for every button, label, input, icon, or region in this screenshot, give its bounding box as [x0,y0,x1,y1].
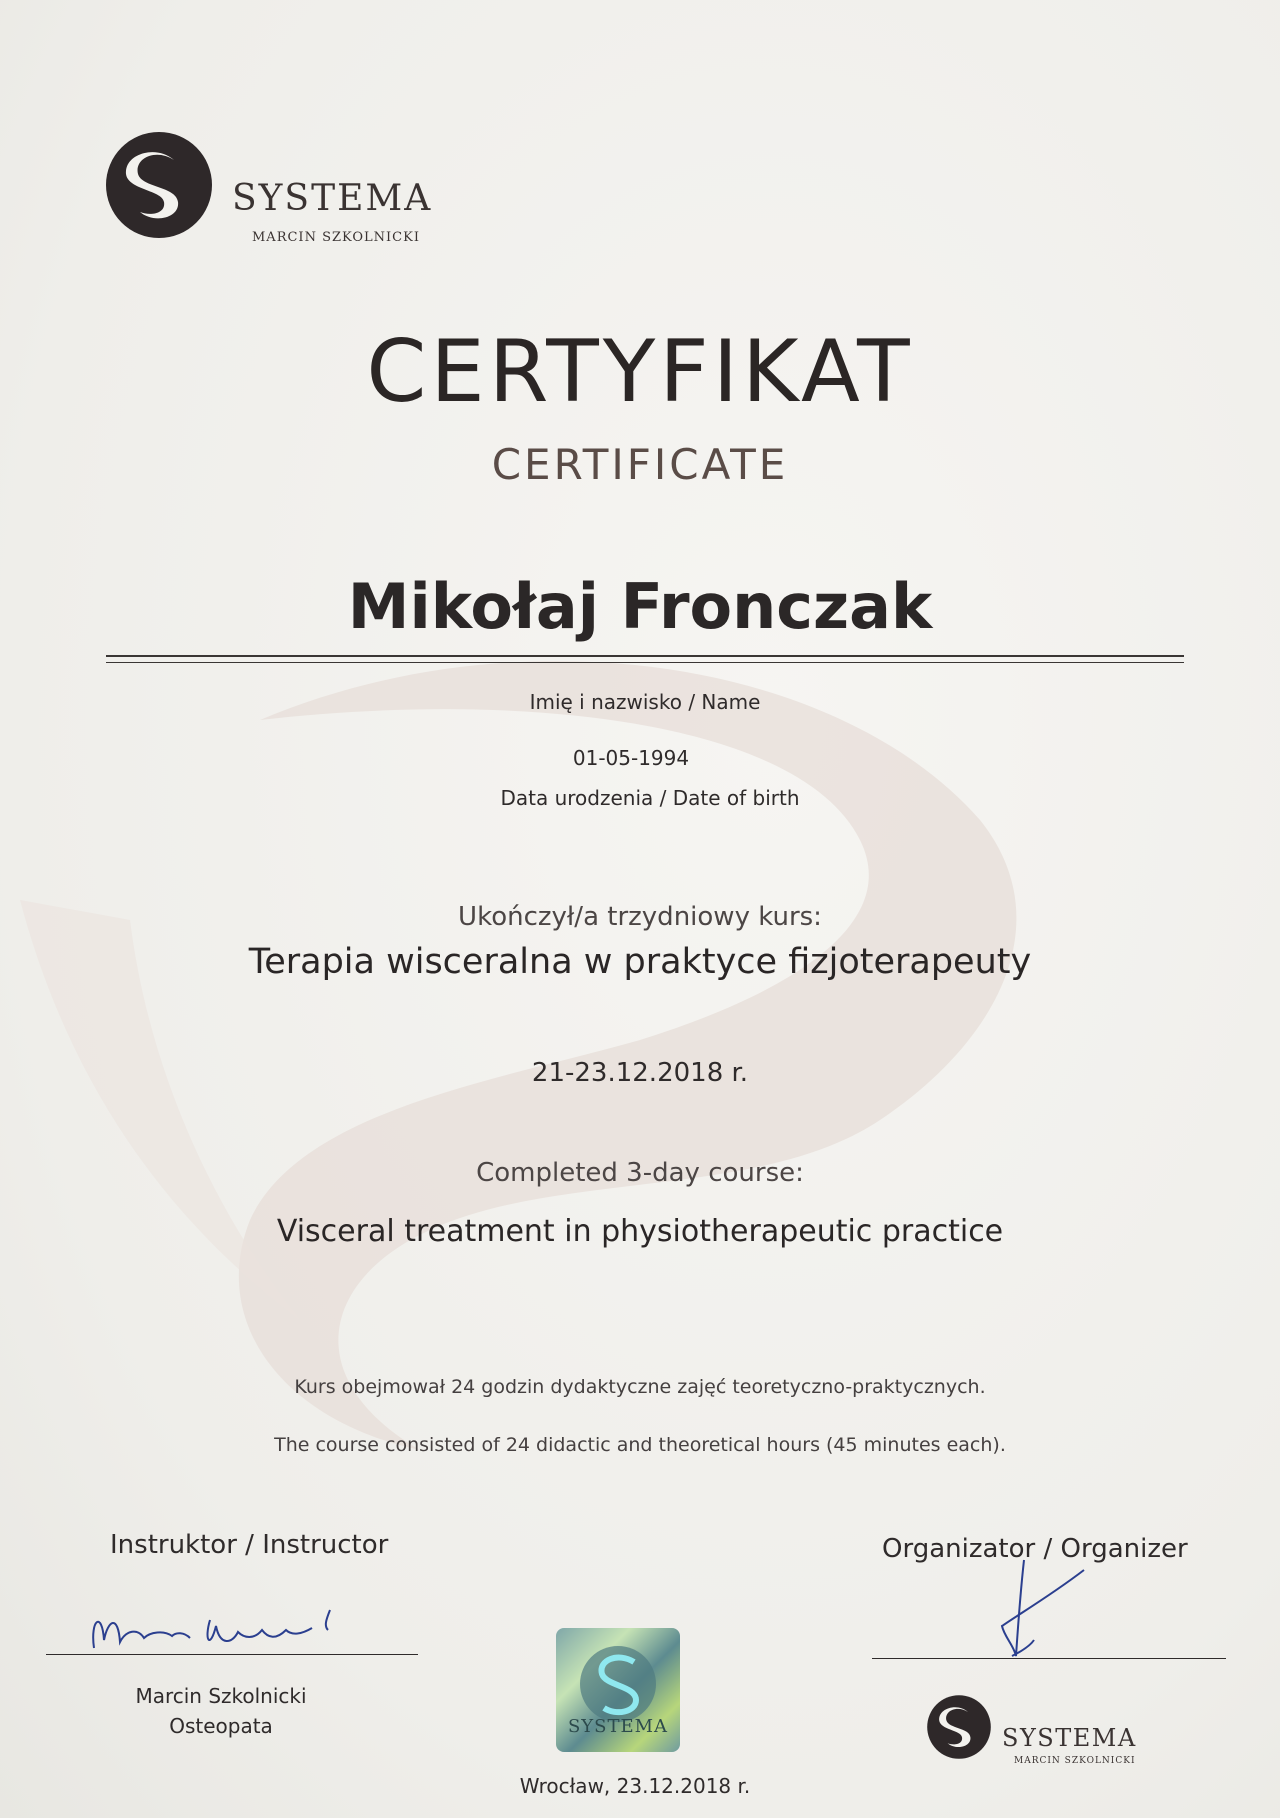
instructor-title: Osteopata [169,1714,273,1738]
instructor-signature [80,1590,360,1660]
organizer-label: Organizator / Organizer [882,1534,1188,1564]
completed-label-pl: Ukończył/a trzydniowy kurs: [458,902,822,932]
hologram-seal [556,1628,680,1752]
course-title-en: Visceral treatment in physiotherapeutic practice [276,1214,1004,1249]
hours-note-en: The course consisted of 24 didactic and theoretical hours (45 minutes each). [274,1434,1006,1456]
hologram-text: SYSTEMA [567,1716,669,1737]
course-dates: 21-23.12.2018 r. [531,1058,749,1088]
logo-brand: SYSTEMA [232,178,433,219]
systema-s-logo-icon [104,130,214,240]
systema-logo [104,130,444,250]
recipient-name: Mikołaj Fronczak [347,570,933,643]
logo-brand-bottom: SYSTEMA [1002,1724,1137,1752]
course-title-pl: Terapia wisceralna w praktyce fizjoterapeuty [248,942,1032,982]
birth-date-label: Data urodzenia / Date of birth [500,786,800,810]
systema-logo-bottom [926,1694,1156,1784]
name-underline-thin [106,662,1184,663]
logo-subtitle-bottom: MARCIN SZKOLNICKI [1014,1756,1136,1766]
logo-subtitle: MARCIN SZKOLNICKI [252,230,420,245]
name-underline [106,655,1184,657]
completed-label-en: Completed 3-day course: [476,1158,804,1188]
hours-note-pl: Kurs obejmował 24 godzin dydaktyczne zajęć teoretyczno-praktycznych. [294,1376,986,1398]
organizer-signature-line [872,1658,1226,1659]
certificate-title: CERTYFIKAT [366,322,914,422]
organizer-signature [960,1556,1100,1666]
certificate-subtitle: CERTIFICATE [491,440,789,489]
instructor-label: Instruktor / Instructor [110,1530,389,1560]
place-date: Wrocław, 23.12.2018 r. [519,1774,751,1798]
birth-date: 01-05-1994 [572,746,690,770]
instructor-signature-line [46,1654,418,1655]
systema-s-logo-icon-small [926,1694,992,1760]
name-label: Imię i nazwisko / Name [529,690,761,714]
instructor-name: Marcin Szkolnicki [135,1684,307,1708]
